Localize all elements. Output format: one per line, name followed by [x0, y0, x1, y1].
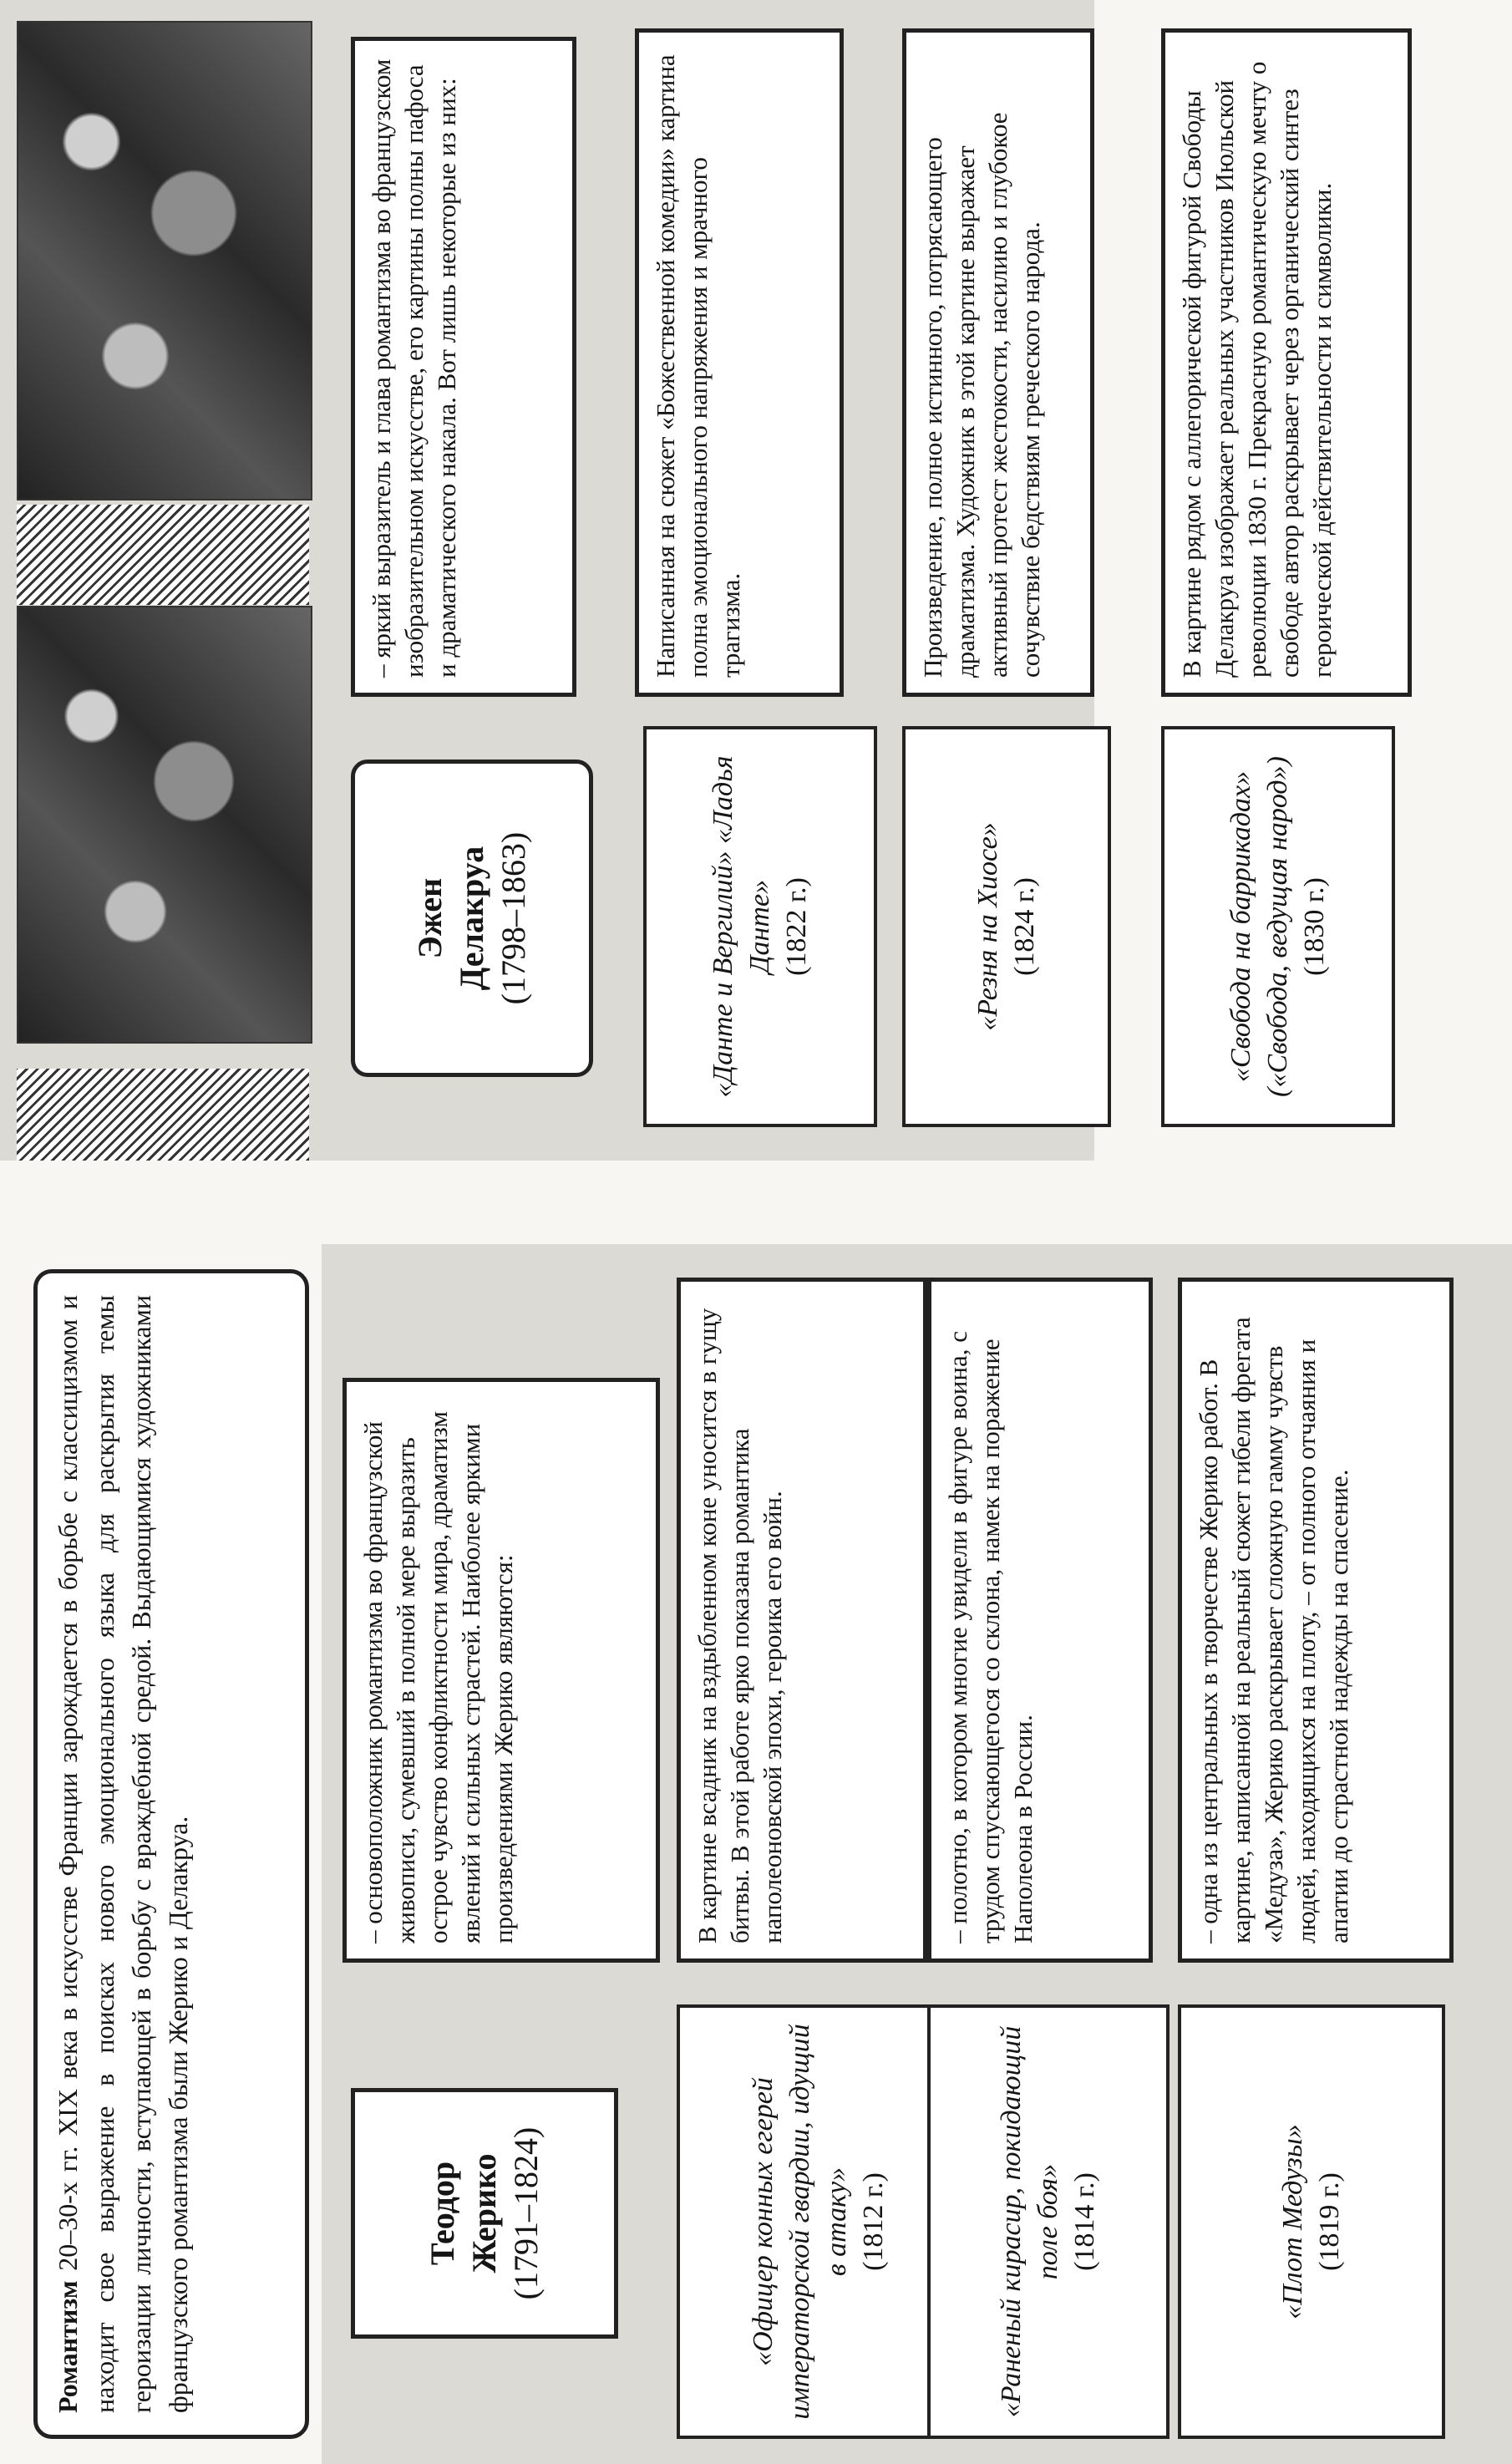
gericault-work-3-text: – одна из центральных в творчестве Жерико работ. В картине, написанной на реальный сюжет гибели фрегата «Медуза», Жерико раскрывает сложную гамму чувств людей, находящихся на плоту, – от полного отчаяния и апатии до страстной надежды на спасение. — [1178, 1278, 1454, 1963]
painting-image-chios — [17, 21, 312, 500]
delacroix-work-3-title-box — [1161, 726, 1395, 1127]
painting-image-liberty — [17, 606, 312, 1044]
delacroix-work-2-text: Произведение, полное истинного, потрясающего драматизма. Художник в этой картине выражает активный протест жестокости, насилию и глубокое сочувствие бедствиям греческого народа. — [902, 28, 1094, 697]
delacroix-last-name: Делакруа — [453, 846, 490, 991]
gericault-work-2-title-box — [927, 2004, 1170, 2439]
delacroix-name-box — [351, 760, 593, 1077]
gericault-work-2-year: (1814 г.) — [1069, 2172, 1100, 2271]
gericault-name-box — [351, 2088, 618, 2339]
delacroix-work-2-year: (1824 г.) — [1009, 877, 1040, 976]
gericault-section — [0, 1244, 1512, 2464]
gericault-work-2-title: «Раненый кирасир, покидающий поле боя» — [996, 2025, 1063, 2418]
delacroix-work-1-title-box — [643, 726, 877, 1127]
delacroix-first-name: Эжен — [411, 877, 449, 959]
delacroix-work-3-title: «Свобода на баррикадах» («Свобода, ведущая народ») — [1225, 756, 1293, 1097]
gericault-years: (1791–1824) — [507, 2126, 545, 2300]
gericault-work-1-year: (1812 г.) — [858, 2172, 889, 2271]
delacroix-description: – яркий выразитель и глава романтизма во французском изобразительном искусстве, его картины полны пафоса и драматического накала. Вот лишь некоторые из них: — [351, 37, 576, 697]
delacroix-work-1-year: (1822 г.) — [781, 877, 812, 976]
delacroix-section — [0, 0, 1512, 1161]
gericault-work-3-title: «Плот Медузы» — [1277, 2124, 1308, 2319]
delacroix-years: (1798–1863) — [495, 831, 532, 1005]
delacroix-work-1-title: «Данте и Вергилий» «Ладья Данте» — [708, 755, 775, 1098]
gericault-work-1-title: «Офицер конных егерей императорской гвардии, идущий в атаку» — [748, 2024, 852, 2420]
gericault-work-1-text: В картине всадник на вздыбленном коне уносится в гущу битвы. В этой работе ярко показана романтика наполеоновской эпохи, героика его войн. — [677, 1278, 927, 1963]
delacroix-work-1-text: Написанная на сюжет «Божественной комедии» картина полна эмоционального напряжения и мрачного трагизма. — [635, 28, 844, 697]
gericault-work-2-text: – полотно, в котором многие увидели в фигуре воина, с трудом спускающегося со склона, намек на поражение Наполеона в России. — [927, 1278, 1153, 1963]
decorative-hatch — [17, 505, 309, 605]
delacroix-work-3-text: В картине рядом с аллегорической фигурой Свободы Делакруа изображает реальных участников Июльской революции 1830 г. Прекрасную романтическую мечту о свободе автор раскрывает через органический синтез героической действительности и символики. — [1161, 28, 1412, 697]
gericault-work-3-year: (1819 г.) — [1314, 2172, 1345, 2271]
intro-box — [33, 1269, 309, 2439]
gericault-first-name: Теодор — [424, 2161, 461, 2266]
gericault-last-name: Жерико — [465, 2153, 503, 2273]
gericault-work-3-title-box — [1178, 2004, 1445, 2439]
intro-term: Романтизм — [53, 2280, 83, 2413]
delacroix-work-3-year: (1830 г.) — [1299, 877, 1330, 976]
decorative-hatch — [17, 1069, 309, 1161]
delacroix-work-2-title-box — [902, 726, 1111, 1127]
gericault-work-1-title-box — [677, 2004, 961, 2439]
intro-text: 20–30-х гг. XIX века в искусстве Франции зарождается в борьбе с классицизмом и находит свое выражение в поисках нового эмоционального языка для раскрытия темы героизации личности, вступающей в борьбу с враждебной средой. Выдающимися художниками французского романтизма были Жерико и Делакруа. — [53, 1295, 193, 2413]
gericault-description: – основоположник романтизма во французской живописи, сумевший в полной мере выразить острое чувство конфликтности мира, драматизм явлений и сильных страстей. Наиболее яркими произведениями Жерико являются: — [342, 1378, 660, 1963]
delacroix-work-2-title: «Резня на Хиосе» — [972, 822, 1003, 1031]
